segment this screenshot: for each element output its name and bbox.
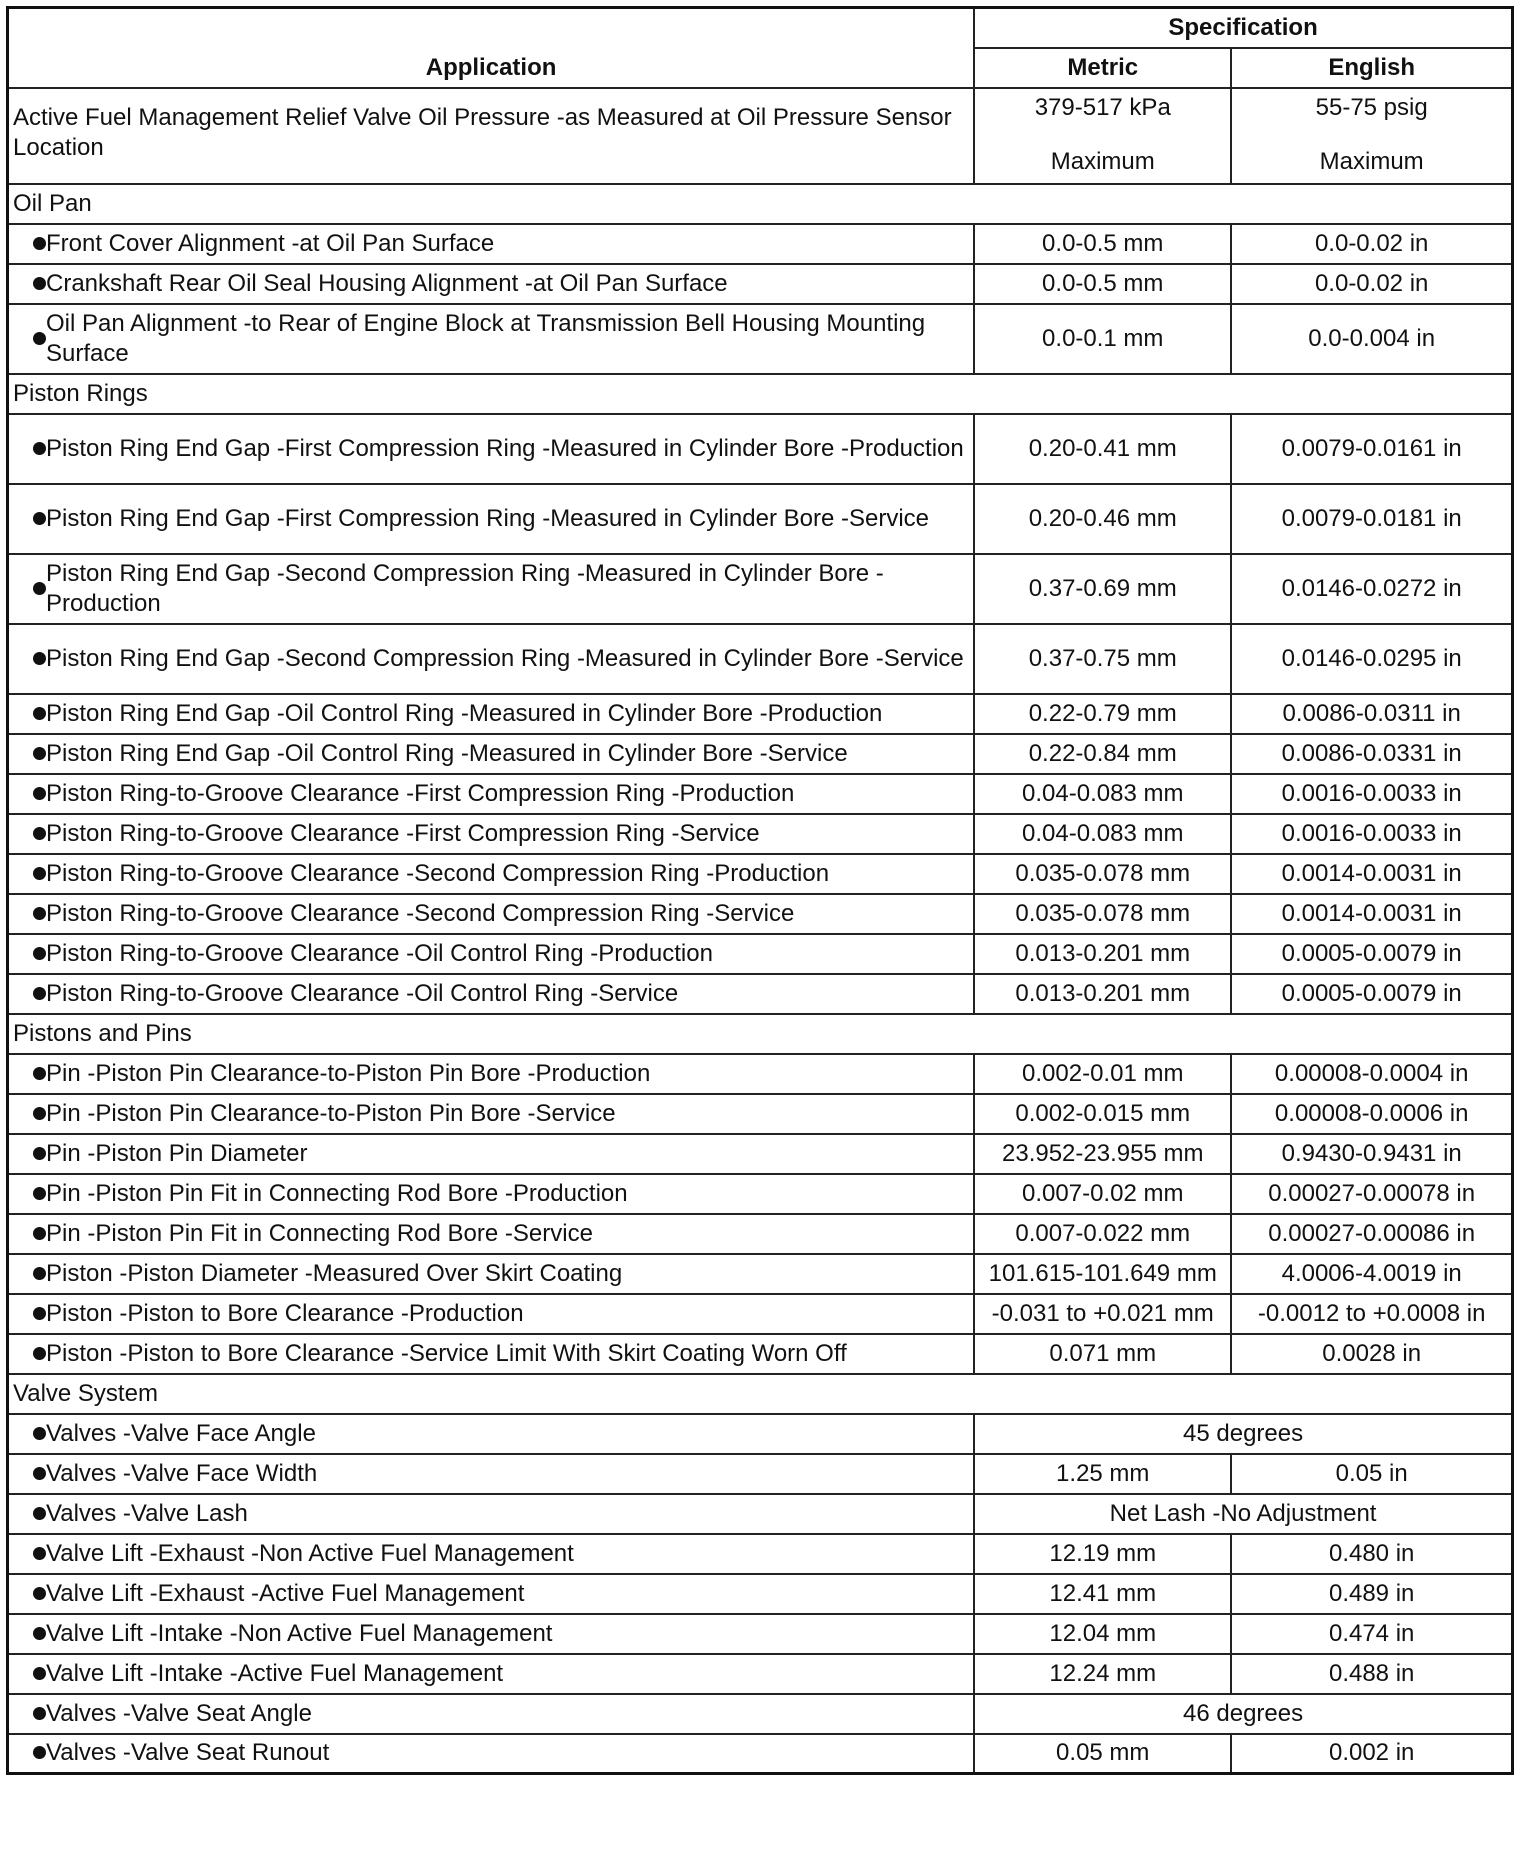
table-row	[8, 1494, 1513, 1534]
application-text: Valves -Valve Seat Runout	[46, 1739, 330, 1767]
table-row	[8, 554, 1513, 624]
metric-cell: 12.24 mm	[974, 1654, 1231, 1694]
metric-header-label: Metric	[1067, 53, 1139, 81]
table-row	[8, 934, 1513, 974]
english-header	[1231, 48, 1512, 88]
application-text: Piston -Piston to Bore Clearance -Service Limit With Skirt Coating Worn Off	[46, 1339, 847, 1367]
application-cell	[8, 694, 975, 734]
table-row	[8, 1174, 1513, 1214]
application-text: Pin -Piston Pin Clearance-to-Piston Pin Bore -Production	[46, 1059, 651, 1087]
metric-cell: 0.013-0.201 mm	[974, 934, 1231, 974]
application-text: Piston Ring-to-Groove Clearance -First Compression Ring -Production	[46, 779, 795, 807]
metric-cell: 1.25 mm	[974, 1454, 1231, 1494]
bullet-icon	[33, 442, 46, 455]
application-text: Oil Pan Alignment -to Rear of Engine Block at Transmission Bell Housing Mounting Surface	[46, 309, 926, 367]
application-cell	[8, 1294, 975, 1334]
english-cell: 0.00027-0.00078 in	[1231, 1174, 1512, 1214]
table-row	[8, 1254, 1513, 1294]
application-text: Piston Ring-to-Groove Clearance -Second Compression Ring -Production	[46, 859, 830, 887]
bullet-icon	[33, 1347, 46, 1360]
table-row	[8, 814, 1513, 854]
application-text: Valves -Valve Face Width	[46, 1459, 318, 1487]
table-row	[8, 1614, 1513, 1654]
bullet-icon	[33, 237, 46, 250]
application-text: Piston Ring End Gap -First Compression Ring -Measured in Cylinder Bore -Service	[46, 504, 930, 532]
application-cell	[8, 1134, 975, 1174]
bullet-icon	[33, 1427, 46, 1440]
metric-cell: 0.20-0.41 mm	[974, 414, 1231, 484]
bullet-icon	[33, 582, 46, 595]
application-text: Piston Ring-to-Groove Clearance -Oil Control Ring -Production	[46, 939, 713, 967]
english-cell: 0.00008-0.0006 in	[1231, 1094, 1512, 1134]
bullet-icon	[33, 1227, 46, 1240]
table-row	[8, 1294, 1513, 1334]
application-cell	[8, 894, 975, 934]
table-row	[8, 1094, 1513, 1134]
application-text: Piston Ring End Gap -Oil Control Ring -Measured in Cylinder Bore -Production	[46, 699, 883, 727]
metric-cell: 0.071 mm	[974, 1334, 1231, 1374]
metric-cell: 0.22-0.79 mm	[974, 694, 1231, 734]
application-cell	[8, 1654, 975, 1694]
bullet-icon	[33, 947, 46, 960]
english-cell: 0.0079-0.0181 in	[1231, 484, 1512, 554]
table-row	[8, 854, 1513, 894]
english-note: Maximum	[1319, 147, 1424, 175]
english-value: 55-75 psig	[1315, 93, 1428, 121]
application-cell	[8, 1414, 975, 1454]
application-cell	[8, 1494, 975, 1534]
application-cell	[8, 554, 975, 624]
application-text: Piston Ring End Gap -Oil Control Ring -Measured in Cylinder Bore -Service	[46, 739, 848, 767]
application-cell	[8, 974, 975, 1014]
english-cell: 0.00027-0.00086 in	[1231, 1214, 1512, 1254]
application-cell	[8, 854, 975, 894]
bullet-icon	[33, 1507, 46, 1520]
bullet-icon	[33, 652, 46, 665]
english-cell: -0.0012 to +0.0008 in	[1231, 1294, 1512, 1334]
application-cell	[8, 414, 975, 484]
table-row	[8, 1654, 1513, 1694]
bullet-icon	[33, 747, 46, 760]
application-cell	[8, 88, 975, 184]
metric-cell: 0.04-0.083 mm	[974, 774, 1231, 814]
bullet-icon	[33, 277, 46, 290]
application-text: Front Cover Alignment -at Oil Pan Surface	[46, 229, 495, 257]
metric-header	[974, 48, 1231, 88]
english-cell: 0.002 in	[1231, 1734, 1512, 1774]
application-text: Piston Ring End Gap -Second Compression Ring -Measured in Cylinder Bore -Service	[46, 644, 964, 672]
bullet-icon	[33, 907, 46, 920]
application-header-label: Application	[425, 53, 557, 81]
table-row	[8, 1214, 1513, 1254]
application-header	[8, 8, 975, 88]
metric-cell: 101.615-101.649 mm	[974, 1254, 1231, 1294]
application-cell	[8, 304, 975, 374]
application-text: Valves -Valve Seat Angle	[46, 1699, 312, 1727]
english-cell: 0.489 in	[1231, 1574, 1512, 1614]
application-cell	[8, 934, 975, 974]
application-text: Valve Lift -Exhaust -Non Active Fuel Management	[46, 1539, 574, 1567]
table-row	[8, 1334, 1513, 1374]
english-cell: 0.488 in	[1231, 1654, 1512, 1694]
metric-cell: 0.37-0.69 mm	[974, 554, 1231, 624]
application-text: Pin -Piston Pin Fit in Connecting Rod Bore -Service	[46, 1219, 593, 1247]
application-text: Piston -Piston Diameter -Measured Over Skirt Coating	[46, 1259, 623, 1287]
application-text: Valve Lift -Intake -Active Fuel Management	[46, 1659, 504, 1687]
metric-value: 379-517 kPa	[1034, 93, 1171, 121]
application-cell	[8, 1454, 975, 1494]
english-cell: 4.0006-4.0019 in	[1231, 1254, 1512, 1294]
english-cell: 0.0016-0.0033 in	[1231, 814, 1512, 854]
english-cell: 0.0146-0.0272 in	[1231, 554, 1512, 624]
table-row	[8, 974, 1513, 1014]
english-header-label: English	[1328, 53, 1415, 81]
english-cell: 0.480 in	[1231, 1534, 1512, 1574]
application-cell	[8, 1334, 975, 1374]
metric-cell: 0.035-0.078 mm	[974, 894, 1231, 934]
table-row	[8, 1734, 1513, 1774]
metric-cell: 0.0-0.5 mm	[974, 264, 1231, 304]
table-row	[8, 1454, 1513, 1494]
bullet-icon	[33, 1067, 46, 1080]
metric-cell: -0.031 to +0.021 mm	[974, 1294, 1231, 1334]
metric-cell: 0.37-0.75 mm	[974, 624, 1231, 694]
application-cell	[8, 264, 975, 304]
english-cell: 0.474 in	[1231, 1614, 1512, 1654]
english-cell: 0.9430-0.9431 in	[1231, 1134, 1512, 1174]
bullet-icon	[33, 1547, 46, 1560]
application-cell	[8, 1734, 975, 1774]
section-header-row	[8, 1014, 1513, 1054]
metric-cell: 0.0-0.5 mm	[974, 224, 1231, 264]
application-text: Piston Ring End Gap -First Compression Ring -Measured in Cylinder Bore -Production	[46, 434, 964, 462]
english-cell: 0.0079-0.0161 in	[1231, 414, 1512, 484]
bullet-icon	[33, 1587, 46, 1600]
application-text: Piston -Piston to Bore Clearance -Production	[46, 1299, 524, 1327]
application-cell	[8, 224, 975, 264]
section-header-row	[8, 1374, 1513, 1414]
bullet-icon	[33, 987, 46, 1000]
bullet-icon	[33, 787, 46, 800]
application-cell	[8, 1094, 975, 1134]
english-cell: 0.0028 in	[1231, 1334, 1512, 1374]
metric-cell: 0.013-0.201 mm	[974, 974, 1231, 1014]
bullet-icon	[33, 512, 46, 525]
specification-header	[974, 8, 1512, 48]
english-cell: 0.00008-0.0004 in	[1231, 1054, 1512, 1094]
english-cell: 0.0014-0.0031 in	[1231, 854, 1512, 894]
application-cell	[8, 1694, 975, 1734]
table-row	[8, 1574, 1513, 1614]
english-cell: 0.0146-0.0295 in	[1231, 624, 1512, 694]
english-cell	[1231, 88, 1512, 184]
application-cell	[8, 1254, 975, 1294]
metric-cell: 12.04 mm	[974, 1614, 1231, 1654]
bullet-icon	[33, 827, 46, 840]
table-row	[8, 624, 1513, 694]
application-cell	[8, 484, 975, 554]
bullet-icon	[33, 1147, 46, 1160]
metric-note: Maximum	[1050, 147, 1155, 175]
section-title: Piston Rings	[8, 374, 1513, 414]
table-row	[8, 894, 1513, 934]
metric-cell: 0.05 mm	[974, 1734, 1231, 1774]
application-text: Pin -Piston Pin Fit in Connecting Rod Bore -Production	[46, 1179, 628, 1207]
bullet-icon	[33, 1667, 46, 1680]
table-row	[8, 1134, 1513, 1174]
bullet-icon	[33, 1307, 46, 1320]
table-row	[8, 414, 1513, 484]
combined-spec-cell: Net Lash -No Adjustment	[974, 1494, 1512, 1534]
english-cell: 0.0-0.02 in	[1231, 264, 1512, 304]
metric-cell	[974, 88, 1231, 184]
table-row	[8, 1414, 1513, 1454]
table-row	[8, 224, 1513, 264]
bullet-icon	[33, 1627, 46, 1640]
application-text: Valves -Valve Lash	[46, 1499, 248, 1527]
combined-spec-cell: 46 degrees	[974, 1694, 1512, 1734]
english-cell: 0.0016-0.0033 in	[1231, 774, 1512, 814]
table-row	[8, 88, 1513, 184]
table-row	[8, 1694, 1513, 1734]
metric-cell: 0.0-0.1 mm	[974, 304, 1231, 374]
application-text: Pin -Piston Pin Clearance-to-Piston Pin Bore -Service	[46, 1099, 616, 1127]
table-row	[8, 1054, 1513, 1094]
application-text: Active Fuel Management Relief Valve Oil Pressure -as Measured at Oil Pressure Sensor Location	[13, 103, 952, 161]
bullet-icon	[33, 707, 46, 720]
application-text: Valves -Valve Face Angle	[46, 1419, 316, 1447]
table-row	[8, 264, 1513, 304]
bullet-icon	[33, 1707, 46, 1720]
table-row	[8, 774, 1513, 814]
table-row	[8, 1534, 1513, 1574]
english-cell: 0.0005-0.0079 in	[1231, 974, 1512, 1014]
specification-table	[6, 6, 1514, 1775]
english-cell: 0.0086-0.0331 in	[1231, 734, 1512, 774]
table-row	[8, 304, 1513, 374]
english-cell: 0.0086-0.0311 in	[1231, 694, 1512, 734]
metric-cell: 12.41 mm	[974, 1574, 1231, 1614]
metric-cell: 0.04-0.083 mm	[974, 814, 1231, 854]
metric-cell: 12.19 mm	[974, 1534, 1231, 1574]
application-cell	[8, 1534, 975, 1574]
bullet-icon	[33, 1187, 46, 1200]
application-cell	[8, 1214, 975, 1254]
bullet-icon	[33, 867, 46, 880]
table-row	[8, 484, 1513, 554]
metric-cell: 0.002-0.01 mm	[974, 1054, 1231, 1094]
english-cell: 0.0-0.02 in	[1231, 224, 1512, 264]
section-title: Oil Pan	[8, 184, 1513, 224]
english-cell: 0.05 in	[1231, 1454, 1512, 1494]
metric-cell: 23.952-23.955 mm	[974, 1134, 1231, 1174]
metric-cell: 0.007-0.022 mm	[974, 1214, 1231, 1254]
application-cell	[8, 774, 975, 814]
bullet-icon	[33, 1267, 46, 1280]
bullet-icon	[33, 1467, 46, 1480]
application-text: Piston Ring-to-Groove Clearance -Second Compression Ring -Service	[46, 899, 795, 927]
combined-spec-cell: 45 degrees	[974, 1414, 1512, 1454]
application-text: Valve Lift -Exhaust -Active Fuel Management	[46, 1579, 525, 1607]
application-text: Piston Ring-to-Groove Clearance -Oil Control Ring -Service	[46, 979, 679, 1007]
metric-cell: 0.002-0.015 mm	[974, 1094, 1231, 1134]
application-text: Valve Lift -Intake -Non Active Fuel Management	[46, 1619, 553, 1647]
application-text: Piston Ring-to-Groove Clearance -First Compression Ring -Service	[46, 819, 760, 847]
application-cell	[8, 1054, 975, 1094]
metric-cell: 0.007-0.02 mm	[974, 1174, 1231, 1214]
application-cell	[8, 814, 975, 854]
table-row	[8, 734, 1513, 774]
metric-cell: 0.20-0.46 mm	[974, 484, 1231, 554]
application-cell	[8, 1574, 975, 1614]
metric-cell: 0.035-0.078 mm	[974, 854, 1231, 894]
application-cell	[8, 624, 975, 694]
specification-header-label: Specification	[1168, 13, 1318, 41]
table-row	[8, 694, 1513, 734]
bullet-icon	[33, 332, 46, 345]
application-text: Piston Ring End Gap -Second Compression Ring -Measured in Cylinder Bore -Production	[46, 559, 884, 617]
english-cell: 0.0-0.004 in	[1231, 304, 1512, 374]
section-header-row	[8, 374, 1513, 414]
application-text: Crankshaft Rear Oil Seal Housing Alignment -at Oil Pan Surface	[46, 269, 728, 297]
application-text: Pin -Piston Pin Diameter	[46, 1139, 308, 1167]
application-cell	[8, 1174, 975, 1214]
metric-cell: 0.22-0.84 mm	[974, 734, 1231, 774]
bullet-icon	[33, 1107, 46, 1120]
section-title: Valve System	[8, 1374, 1513, 1414]
application-cell	[8, 734, 975, 774]
section-title: Pistons and Pins	[8, 1014, 1513, 1054]
section-header-row	[8, 184, 1513, 224]
application-cell	[8, 1614, 975, 1654]
english-cell: 0.0005-0.0079 in	[1231, 934, 1512, 974]
english-cell: 0.0014-0.0031 in	[1231, 894, 1512, 934]
